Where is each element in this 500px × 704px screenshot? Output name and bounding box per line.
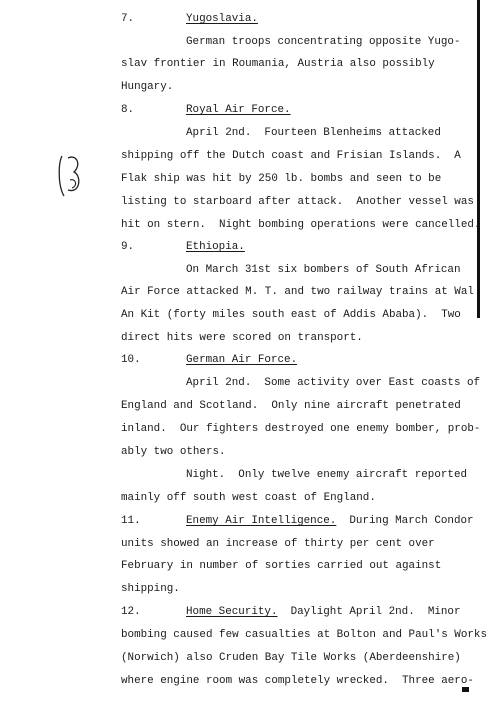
body-line: bombing caused few casualties at Bolton and Paul's Works: [121, 629, 487, 641]
body-line: where engine room was completely wrecked. Three aero-: [121, 675, 474, 687]
page-dot-mark: [462, 687, 469, 692]
item-number: 7.: [121, 13, 135, 25]
item-number: 11.: [121, 515, 141, 527]
body-line: listing to starboard after attack. Another vessel was: [121, 196, 474, 208]
body-line: Air Force attacked M. T. and two railway trains at Wal: [121, 286, 474, 298]
body-line: direct hits were scored on transport.: [121, 332, 363, 344]
body-line: On March 31st six bombers of South African: [186, 264, 461, 276]
margin-vertical-bar: [477, 0, 480, 318]
item-heading: German Air Force.: [186, 354, 298, 366]
body-line: (Norwich) also Cruden Bay Tile Works (Aberdeenshire): [121, 652, 461, 664]
body-line: inland. Our fighters destroyed one enemy bomber, prob-: [121, 423, 481, 435]
body-line: mainly off south west coast of England.: [121, 492, 376, 504]
body-line: slav frontier in Roumania, Austria also possibly: [121, 58, 435, 70]
body-line: units showed an increase of thirty per cent over: [121, 538, 435, 550]
body-line: ably two others.: [121, 446, 226, 458]
item-heading: Enemy Air Intelligence.: [186, 515, 337, 527]
item-number: 10.: [121, 354, 141, 366]
body-line: April 2nd. Some activity over East coasts of: [186, 377, 481, 389]
body-line: Night. Only twelve enemy aircraft reported: [186, 469, 468, 481]
item-heading: Ethiopia.: [186, 241, 245, 253]
body-line: April 2nd. Fourteen Blenheims attacked: [186, 127, 441, 139]
item-heading-line: [186, 605, 461, 619]
body-line: Flak ship was hit by 250 lb. bombs and seen to be: [121, 173, 442, 185]
body-line: shipping.: [121, 583, 180, 595]
item-heading-tail: Daylight April 2nd. Minor: [277, 606, 461, 618]
item-heading: Home Security.: [186, 606, 278, 618]
body-line: hit on stern. Night bombing operations were cancelled.: [121, 219, 481, 231]
item-heading: Royal Air Force.: [186, 104, 291, 116]
body-line: German troops concentrating opposite Yugo-: [186, 36, 461, 48]
item-number: 8.: [121, 104, 135, 116]
body-line: Hungary.: [121, 81, 174, 93]
item-number: 12.: [121, 606, 141, 618]
item-heading-tail: During March Condor: [336, 515, 474, 527]
body-line: shipping off the Dutch coast and Frisian Islands. A: [121, 150, 461, 162]
body-line: February in number of sorties carried out against: [121, 560, 442, 572]
body-line: England and Scotland. Only nine aircraft penetrated: [121, 400, 461, 412]
margin-handwritten-mark: [56, 150, 84, 200]
item-heading-line: [186, 514, 474, 528]
body-line: An Kit (forty miles south east of Addis Ababa). Two: [121, 309, 461, 321]
item-heading: Yugoslavia.: [186, 13, 258, 25]
item-number: 9.: [121, 241, 135, 253]
